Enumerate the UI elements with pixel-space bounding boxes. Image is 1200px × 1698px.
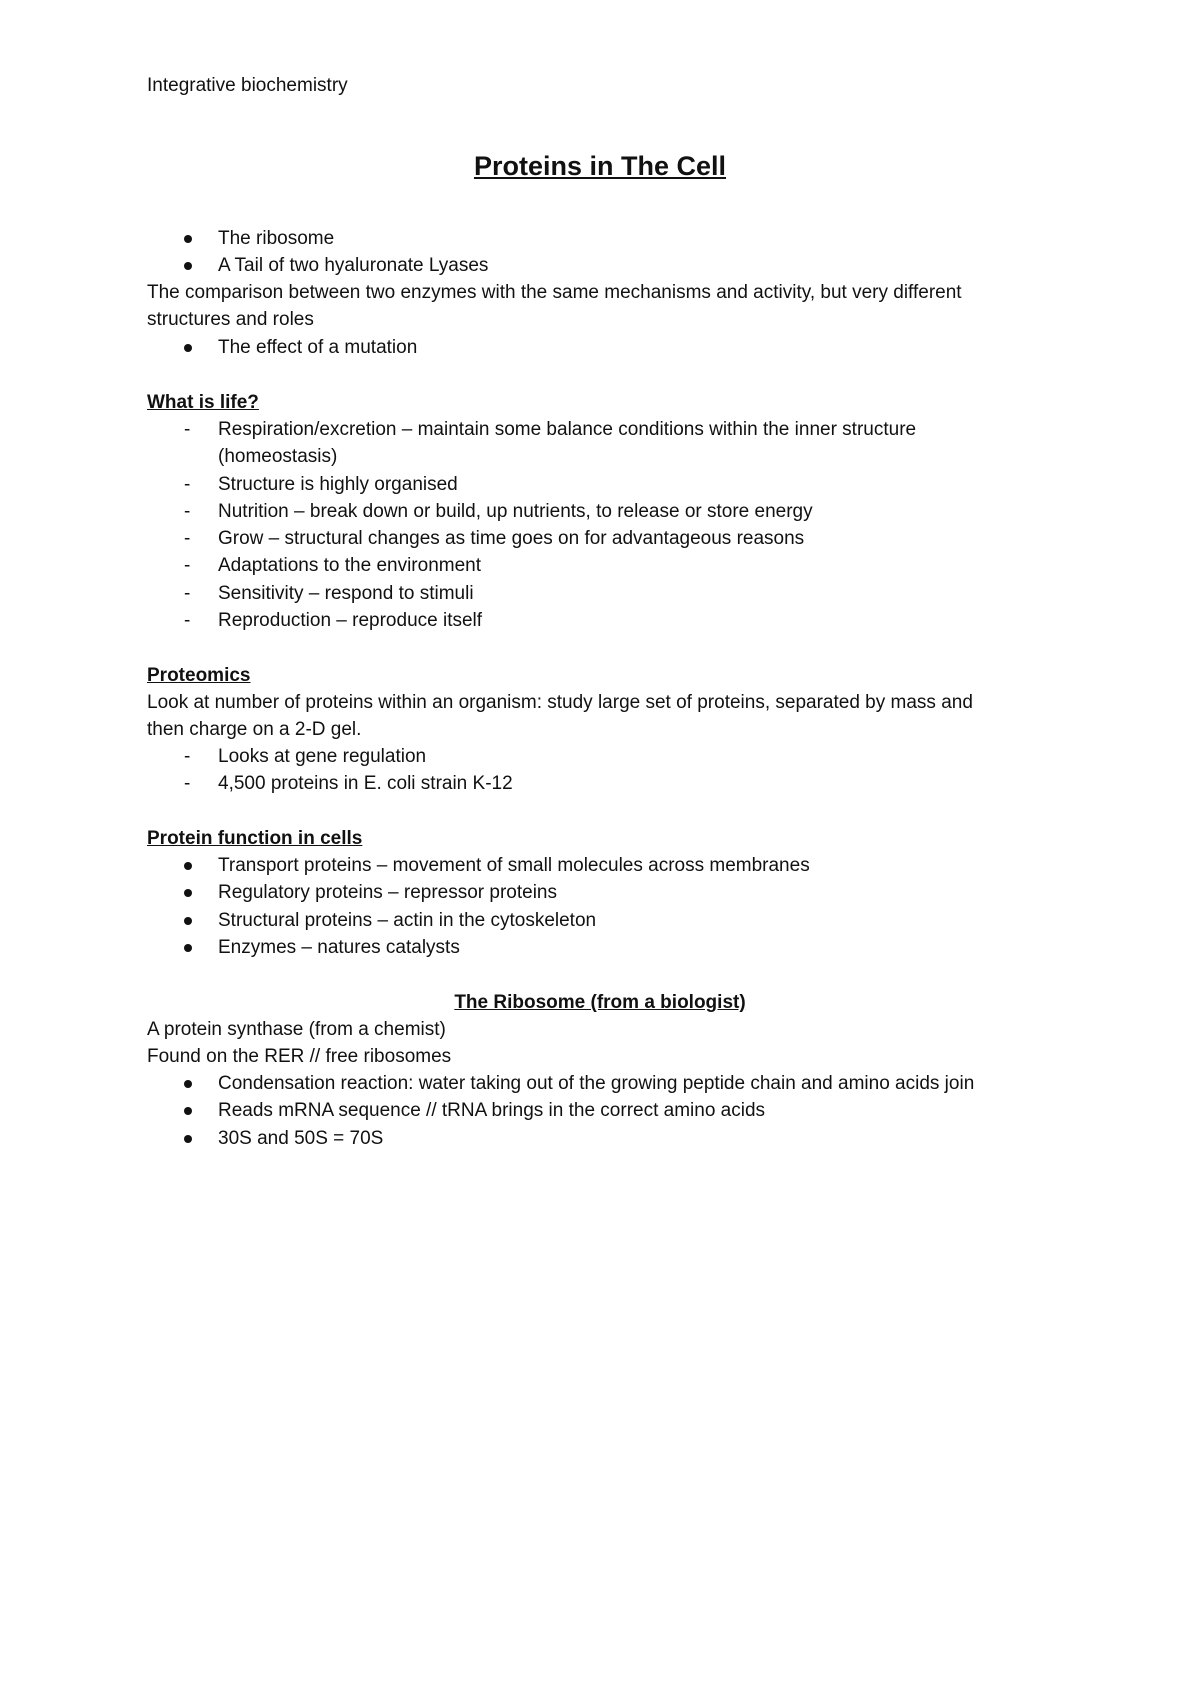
- list-item: Adaptations to the environment: [218, 555, 482, 576]
- section-heading-proteomics: Proteomics: [147, 665, 251, 686]
- bullet-icon: [184, 1107, 192, 1115]
- dash-icon: -: [184, 773, 191, 794]
- dash-icon: -: [184, 528, 191, 549]
- list-item: Looks at gene regulation: [218, 746, 427, 767]
- list-item: Respiration/excretion – maintain some balance conditions within the inner structure: [218, 419, 917, 440]
- list-item: Nutrition – break down or build, up nutrients, to release or store energy: [218, 501, 813, 522]
- bullet-icon: [184, 1135, 192, 1143]
- paragraph-line: Look at number of proteins within an organism: study large set of proteins, separated by mass and: [147, 692, 973, 713]
- paragraph-line: Found on the RER // free ribosomes: [147, 1046, 452, 1067]
- list-item: Structural proteins – actin in the cytoskeleton: [218, 910, 597, 931]
- list-item: Sensitivity – respond to stimuli: [218, 583, 474, 604]
- list-item: Regulatory proteins – repressor proteins: [218, 882, 558, 903]
- paragraph-line: A protein synthase (from a chemist): [147, 1019, 446, 1040]
- dash-icon: -: [184, 746, 191, 767]
- list-item: A Tail of two hyaluronate Lyases: [218, 255, 489, 276]
- section-heading-ribosome: The Ribosome (from a biologist): [454, 992, 746, 1013]
- list-item: Structure is highly organised: [218, 474, 458, 495]
- list-item: Reads mRNA sequence // tRNA brings in the correct amino acids: [218, 1100, 766, 1121]
- dash-icon: -: [184, 583, 191, 604]
- document-title: Proteins in The Cell: [473, 151, 727, 181]
- paragraph-line: structures and roles: [147, 309, 314, 330]
- dash-icon: -: [184, 474, 191, 495]
- list-item: Transport proteins – movement of small molecules across membranes: [218, 855, 810, 876]
- paragraph-line: The comparison between two enzymes with the same mechanisms and activity, but very different: [147, 282, 962, 303]
- paragraph-line: then charge on a 2-D gel.: [147, 719, 362, 740]
- list-item-continuation: (homeostasis): [218, 446, 338, 467]
- list-item: Condensation reaction: water taking out of the growing peptide chain and amino acids join: [218, 1073, 975, 1094]
- bullet-icon: [184, 917, 192, 925]
- bullet-icon: [184, 1080, 192, 1088]
- dash-icon: -: [184, 555, 191, 576]
- dash-icon: -: [184, 610, 191, 631]
- section-heading-function: Protein function in cells: [147, 828, 363, 849]
- bullet-icon: [184, 235, 192, 243]
- dash-icon: -: [184, 501, 191, 522]
- list-item: The ribosome: [218, 228, 335, 249]
- bullet-icon: [184, 262, 192, 270]
- bullet-icon: [184, 889, 192, 897]
- bullet-icon: [184, 344, 192, 352]
- list-item: Enzymes – natures catalysts: [218, 937, 460, 958]
- list-item: Grow – structural changes as time goes on for advantageous reasons: [218, 528, 805, 549]
- section-heading-life: What is life?: [147, 392, 259, 413]
- list-item: The effect of a mutation: [218, 337, 418, 358]
- bullet-icon: [184, 862, 192, 870]
- list-item: 30S and 50S = 70S: [218, 1128, 384, 1149]
- list-item: Reproduction – reproduce itself: [218, 610, 483, 631]
- list-item: 4,500 proteins in E. coli strain K-12: [218, 773, 513, 794]
- page-header: Integrative biochemistry: [147, 75, 348, 96]
- bullet-icon: [184, 944, 192, 952]
- dash-icon: -: [184, 419, 191, 440]
